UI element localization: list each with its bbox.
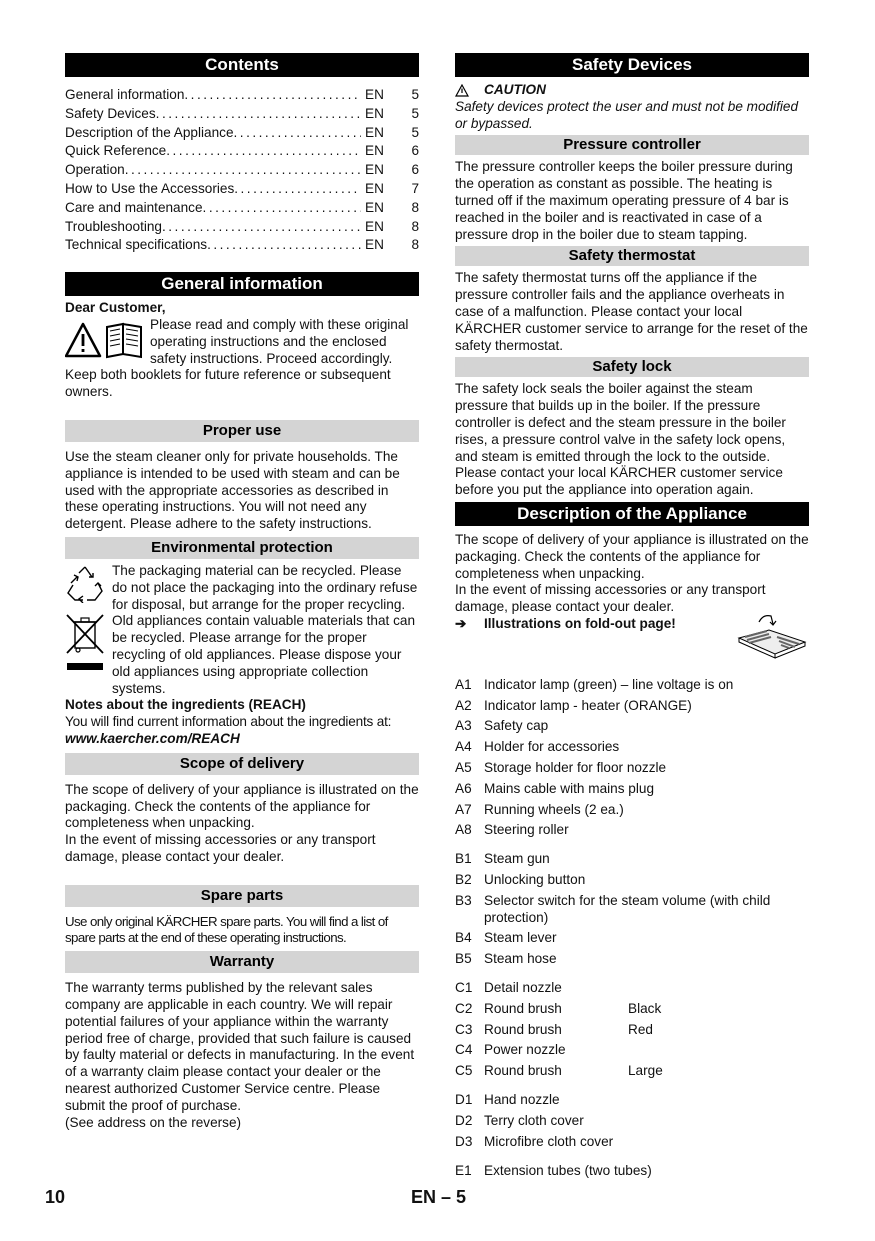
- legend-item: [455, 800, 809, 821]
- legend-text: Round brush: [484, 1000, 562, 1016]
- legend-text: Selector switch for the steam volume (with child protection): [484, 892, 771, 925]
- legend-text: Extension tubes (two tubes): [484, 1162, 652, 1178]
- legend-group-gap: [455, 841, 809, 849]
- toc-title: Operation: [65, 162, 125, 178]
- illustrations-note: [455, 616, 809, 666]
- toc-leader: [203, 199, 361, 218]
- legend-text: Detail nozzle: [484, 980, 562, 996]
- legend-item: [455, 696, 809, 717]
- legend-item: [455, 928, 809, 949]
- legend-item: [455, 758, 809, 779]
- toc-title: Safety Devices: [65, 105, 156, 121]
- toc-leader: [207, 236, 361, 255]
- caution-label: CAUTION: [484, 82, 546, 97]
- toc-language: EN: [365, 218, 384, 234]
- spare-parts-heading: Spare parts: [65, 885, 419, 907]
- toc-entry[interactable]: [65, 218, 419, 237]
- toc-language: EN: [365, 105, 384, 121]
- legend-text: Round brush: [484, 1021, 562, 1037]
- safety-lock-heading: Safety lock: [455, 357, 809, 377]
- appliance-legend: [455, 675, 809, 1182]
- pressure-controller-heading: Pressure controller: [455, 135, 809, 155]
- legend-text: Steering roller: [484, 822, 569, 838]
- toc-page-number: 8: [411, 199, 419, 215]
- legend-item: [455, 949, 809, 970]
- legend-item: [455, 1040, 809, 1061]
- toc-title: Description of the Appliance: [65, 124, 234, 140]
- toc-entry[interactable]: [65, 180, 419, 199]
- legend-code: C2: [455, 1000, 473, 1016]
- warranty-text-1: The warranty terms published by the relevant sales company are applicable in each country. We will repair potential failures of your appliance within the warranty period free of charge, provided that such failure is caused by faulty material or defects in manufacturing. In the event of a warranty claim please contact your dealer or the nearest authorized Customer Service centre. Please submit the proof of purchase.: [65, 980, 415, 1113]
- legend-item: [455, 1161, 809, 1182]
- greeting: Dear Customer,: [65, 300, 166, 316]
- illustrations-text: Illustrations on fold-out page!: [484, 615, 676, 631]
- toc-leader: [234, 124, 361, 143]
- legend-text: Power nozzle: [484, 1042, 566, 1058]
- proper-use-heading: Proper use: [65, 420, 419, 442]
- toc-title: Troubleshooting: [65, 218, 162, 234]
- read-manual-icon: [65, 317, 147, 367]
- toc-language: EN: [365, 180, 384, 196]
- caution-line: [455, 82, 809, 99]
- toc-entry[interactable]: [65, 86, 419, 105]
- toc-leader: [162, 218, 361, 237]
- general-information-heading: General information: [65, 272, 419, 296]
- safety-devices-heading: Safety Devices: [455, 53, 809, 77]
- right-column: [455, 53, 809, 1181]
- legend-code: C5: [455, 1063, 473, 1079]
- legend-text: Terry cloth cover: [484, 1112, 584, 1128]
- legend-code: C3: [455, 1021, 473, 1037]
- scope-text-2: In the event of missing accessories or any transport damage, please contact your dealer.: [65, 832, 376, 864]
- proper-use-text: Use the steam cleaner only for private households. The appliance is intended to be used with steam and can be used with the appropriate accessories as described in these operating instructions. You will not need any detergent. Please adhere to the safety instructions.: [65, 448, 400, 532]
- legend-code: B4: [455, 930, 472, 946]
- recycling-text: The packaging material can be recycled. Please do not place the packaging into the ordinary refuse for disposal, but arrange for the proper recycling.: [112, 562, 418, 612]
- page-number: 10: [45, 1187, 66, 1207]
- legend-code: A1: [455, 676, 472, 692]
- legend-group-gap: [455, 1152, 809, 1160]
- toc-page-number: 6: [411, 143, 419, 159]
- warranty-heading: Warranty: [65, 951, 419, 973]
- reach-url: www.kaercher.com/REACH: [65, 730, 240, 746]
- safety-thermostat-heading: Safety thermostat: [455, 246, 809, 266]
- legend-item: [455, 999, 809, 1020]
- toc-language: EN: [365, 87, 384, 102]
- toc-language: EN: [365, 143, 384, 159]
- legend-text: Running wheels (2 ea.): [484, 801, 624, 817]
- legend-code: A7: [455, 801, 472, 817]
- warranty-text-2: (See address on the reverse): [65, 1114, 242, 1130]
- legend-text: Hand nozzle: [484, 1092, 560, 1108]
- legend-item: [455, 870, 809, 891]
- description-heading: Description of the Appliance: [455, 502, 809, 526]
- legend-item: [455, 1061, 809, 1082]
- legend-item: [455, 849, 809, 870]
- legend-item: [455, 737, 809, 758]
- toc-title: Technical specifications: [65, 237, 208, 253]
- legend-item: [455, 1111, 809, 1132]
- toc-leader: [234, 180, 361, 199]
- legend-item: [455, 820, 809, 841]
- legend-group-gap: [455, 970, 809, 978]
- legend-code: B5: [455, 951, 472, 967]
- toc-language: EN: [365, 199, 384, 215]
- legend-text: Indicator lamp - heater (ORANGE): [484, 697, 692, 713]
- toc-page-number: 5: [411, 124, 419, 140]
- toc-entry[interactable]: [65, 161, 419, 180]
- legend-variant: Red: [628, 1021, 653, 1037]
- description-text-2: In the event of missing accessories or any transport damage, please contact your dealer.: [455, 582, 766, 615]
- description-text-1: The scope of delivery of your appliance is illustrated on the packaging. Check the contents of the appliance for completeness when unpacking.: [455, 531, 809, 581]
- legend-item: [455, 675, 809, 696]
- toc-entry[interactable]: [65, 124, 419, 143]
- legend-code: A8: [455, 822, 472, 838]
- safety-lock-text-2: Please contact your local KÄRCHER customer service before you put the appliance into operation again.: [455, 465, 783, 498]
- legend-code: B2: [455, 872, 472, 888]
- reach-heading: Notes about the ingredients (REACH): [65, 697, 306, 713]
- safety-lock-text-1: The safety lock seals the boiler against the steam pressure that builds up in the boiler. If the pressure controller is defect and the steam pressure in the boiler rises, a pressure control valve in the safety lock opens, and steam is emitted through the lock to the outside.: [455, 381, 786, 464]
- legend-item: [455, 716, 809, 737]
- legend-code: E1: [455, 1162, 472, 1178]
- toc-language: EN: [365, 162, 384, 178]
- toc-leader: [125, 161, 361, 180]
- legend-code: A6: [455, 780, 472, 796]
- toc-page-number: 7: [411, 180, 419, 196]
- legend-item: [455, 1020, 809, 1041]
- legend-code: A5: [455, 760, 472, 776]
- legend-code: A4: [455, 739, 472, 755]
- scope-text-1: The scope of delivery of your appliance is illustrated on the packaging. Check the contents of the appliance for completeness when unpacking.: [65, 781, 419, 831]
- legend-item: [455, 1090, 809, 1111]
- legend-text: Storage holder for floor nozzle: [484, 760, 667, 776]
- legend-text: Steam hose: [484, 951, 557, 967]
- legend-code: B3: [455, 892, 472, 908]
- toc-entry[interactable]: [65, 236, 419, 255]
- toc-leader: [166, 142, 361, 161]
- reach-text: You will find current information about the ingredients at:: [65, 714, 392, 730]
- toc-page-number: 8: [411, 237, 419, 253]
- toc-title: Care and maintenance: [65, 199, 203, 215]
- toc-language: EN: [365, 237, 384, 253]
- contents-heading: Contents: [65, 53, 419, 77]
- legend-text: Safety cap: [484, 718, 549, 734]
- fold-out-book-icon: [733, 612, 809, 660]
- legend-variant: Black: [628, 1000, 662, 1016]
- legend-text: Indicator lamp (green) – line voltage is on: [484, 676, 734, 692]
- intro-text: Please read and comply with these original operating instructions and the enclosed safety instructions. Proceed accordingly. Keep both booklets for future reference or subsequent owners.: [65, 316, 409, 400]
- pressure-controller-text: The pressure controller keeps the boiler pressure during the operation as constant as possible. The heating is turned off if the maximum operating pressure of 4 bar is reached in the boiler and is reactivated in case of a pressure drop in the boiler due to steam tapping.: [455, 159, 793, 242]
- legend-item: [455, 891, 809, 928]
- warning-icon: [455, 84, 469, 97]
- toc-page-number: 8: [411, 218, 419, 234]
- recycling-block: [65, 563, 419, 613]
- legend-text: Mains cable with mains plug: [484, 780, 655, 796]
- toc-entry[interactable]: [65, 142, 419, 161]
- legend-text: Holder for accessories: [484, 739, 620, 755]
- legend-code: C1: [455, 980, 473, 996]
- safety-thermostat-text: The safety thermostat turns off the appliance if the pressure controller fails and the appliance overheats in case of a malfunction. Please contact your local KÄRCHER customer service to arrange for the reset of the safety thermostat.: [455, 270, 808, 353]
- toc-language: EN: [365, 124, 384, 140]
- legend-text: Round brush: [484, 1063, 562, 1079]
- toc-title: General information: [65, 87, 185, 102]
- toc-entry[interactable]: [65, 105, 419, 124]
- legend-text: Microfibre cloth cover: [484, 1133, 614, 1149]
- legend-code: D2: [455, 1112, 473, 1128]
- legend-code: D3: [455, 1133, 473, 1149]
- legend-group-gap: [455, 1082, 809, 1090]
- disposal-text: Old appliances contain valuable materials that can be recycled. Please arrange for the proper recycling of old appliances. Please dispose your old appliances using appropriate collection systems.: [112, 613, 416, 696]
- environmental-protection-heading: Environmental protection: [65, 537, 419, 559]
- legend-text: Steam gun: [484, 851, 550, 867]
- toc-entry[interactable]: [65, 199, 419, 218]
- legend-item: [455, 978, 809, 999]
- legend-code: D1: [455, 1092, 473, 1108]
- legend-code: C4: [455, 1042, 473, 1058]
- toc-title: Quick Reference: [65, 143, 167, 159]
- legend-code: A3: [455, 718, 472, 734]
- intro-block: [65, 317, 419, 401]
- toc-leader: [184, 86, 361, 105]
- left-column: [65, 53, 419, 1131]
- table-of-contents: [65, 86, 419, 255]
- legend-text: Steam lever: [484, 930, 557, 946]
- toc-page-number: 5: [411, 105, 419, 121]
- caution-text: Safety devices protect the user and must not be modified or bypassed.: [455, 98, 799, 131]
- legend-variant: Large: [628, 1063, 663, 1079]
- crossed-bin-icon: [65, 613, 112, 697]
- page-label: EN – 5: [411, 1187, 467, 1207]
- toc-page-number: 5: [411, 87, 419, 102]
- recycling-icon: [65, 563, 112, 613]
- toc-leader: [156, 105, 361, 124]
- toc-title: How to Use the Accessories: [65, 180, 235, 196]
- disposal-block: [65, 613, 419, 697]
- legend-code: B1: [455, 851, 472, 867]
- legend-text: Unlocking button: [484, 872, 586, 888]
- arrow-icon: ➔: [455, 615, 467, 631]
- legend-item: [455, 779, 809, 800]
- legend-code: A2: [455, 697, 472, 713]
- toc-page-number: 6: [411, 162, 419, 178]
- scope-of-delivery-heading: Scope of delivery: [65, 753, 419, 775]
- spare-parts-text: Use only original KÄRCHER spare parts. You will find a list of spare parts at the end of these operating instructions.: [65, 913, 388, 946]
- legend-item: [455, 1132, 809, 1153]
